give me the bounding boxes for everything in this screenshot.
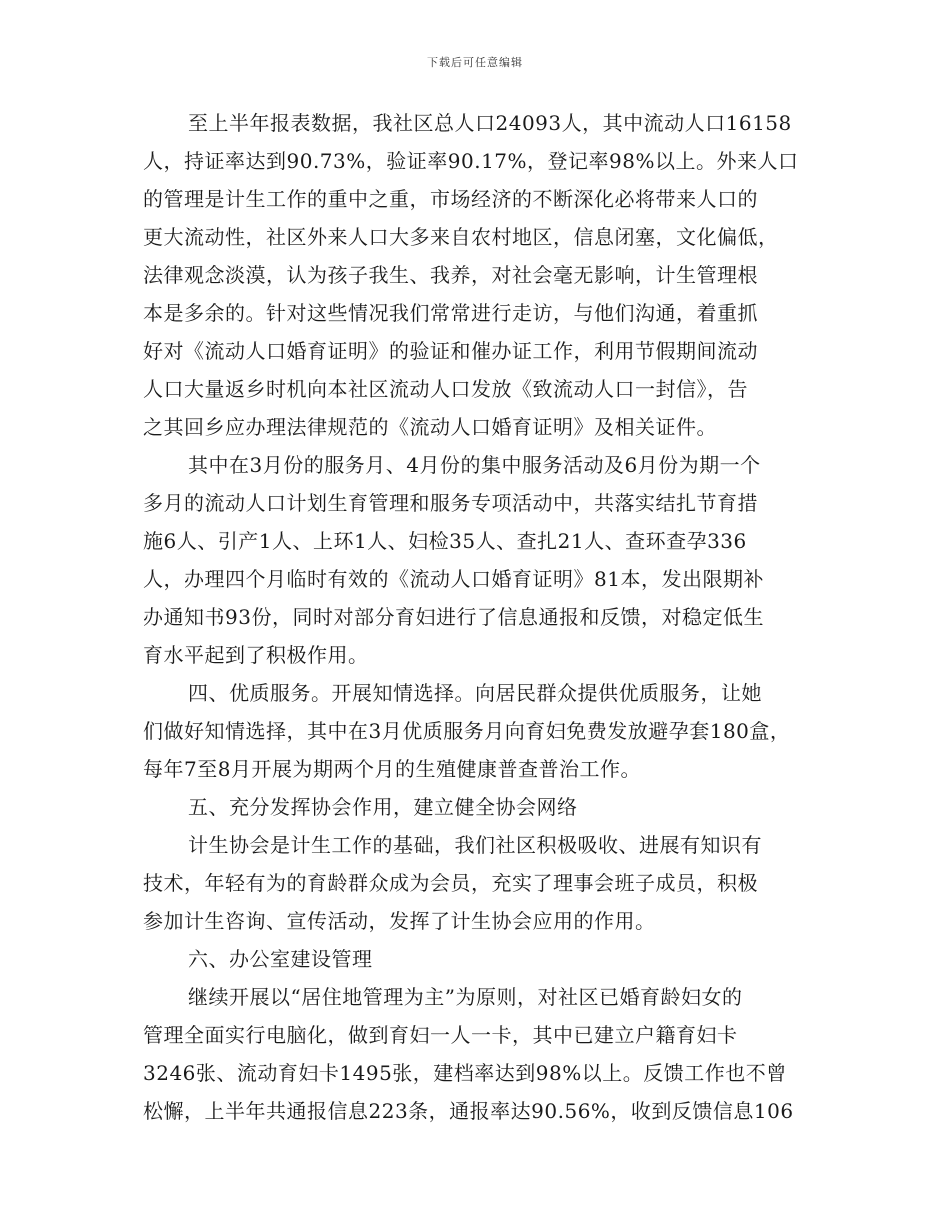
text-line: 继续开展以“居住地管理为主”为原则，对社区已婚育龄妇女的 — [188, 985, 743, 1009]
text-line: 好对《流动人口婚育证明》的验证和催办证工作，利用节假期间流动 — [143, 339, 758, 363]
text-line: 人，持证率达到90.73%，验证率90.17%，登记率98%以上。外来人口 — [143, 149, 799, 173]
text-line: 法律观念淡漠，认为孩子我生、我养，对社会毫无影响，计生管理根 — [143, 263, 758, 287]
text-line: 更大流动性，社区外来人口大多来自农村地区，信息闭塞，文化偏低， — [143, 225, 779, 249]
text-line: 人，办理四个月临时有效的《流动人口婚育证明》81本，发出限期补 — [143, 567, 764, 591]
text-line: 施6人、引产1人、上环1人、妇检35人、查扎21人、查环查孕336 — [143, 529, 747, 553]
text-line: 技术，年轻有为的育龄群众成为会员，充实了理事会班子成员，积极 — [143, 871, 758, 895]
section-heading: 六、办公室建设管理 — [188, 947, 373, 971]
page-header-note: 下载后可任意编辑 — [427, 56, 523, 69]
text-line: 参加计生咨询、宣传活动，发挥了计生协会应用的作用。 — [143, 909, 656, 933]
text-line: 四、优质服务。开展知情选择。向居民群众提供优质服务，让她 — [188, 681, 762, 705]
text-line: 至上半年报表数据，我社区总人口24093人，其中流动人口16158 — [188, 111, 792, 135]
text-line: 之其回乡应办理法律规范的《流动人口婚育证明》及相关证件。 — [143, 415, 717, 439]
text-line: 育水平起到了积极作用。 — [143, 643, 369, 667]
text-line: 人口大量返乡时机向本社区流动人口发放《致流动人口一封信》，告 — [143, 377, 748, 401]
text-line: 管理全面实行电脑化，做到育妇一人一卡，其中已建立户籍育妇卡 — [143, 1023, 738, 1047]
text-line: 办通知书93份，同时对部分育妇进行了信息通报和反馈，对稳定低生 — [143, 605, 764, 629]
text-line: 本是多余的。针对这些情况我们常常进行走访，与他们沟通，着重抓 — [143, 301, 758, 325]
text-line: 松懈，上半年共通报信息223条，通报率达90.56%，收到反馈信息106 — [143, 1099, 794, 1123]
text-line: 们做好知情选择，其中在3月优质服务月向育妇免费发放避孕套180盒， — [143, 719, 791, 743]
text-line: 多月的流动人口计划生育管理和服务专项活动中，共落实结扎节育措 — [143, 491, 758, 515]
text-line: 的管理是计生工作的重中之重，市场经济的不断深化必将带来人口的 — [143, 187, 758, 211]
section-heading: 五、充分发挥协会作用，建立健全协会网络 — [188, 795, 578, 819]
text-line: 其中在3月份的服务月、4月份的集中服务活动及6月份为期一个 — [188, 453, 761, 477]
text-line: 计生协会是计生工作的基础，我们社区积极吸收、进展有知识有 — [188, 833, 762, 857]
text-line: 3246张、流动育妇卡1495张，建档率达到98%以上。反馈工作也不曾 — [143, 1061, 787, 1085]
text-line: 每年7至8月开展为期两个月的生殖健康普查普治工作。 — [143, 757, 641, 781]
